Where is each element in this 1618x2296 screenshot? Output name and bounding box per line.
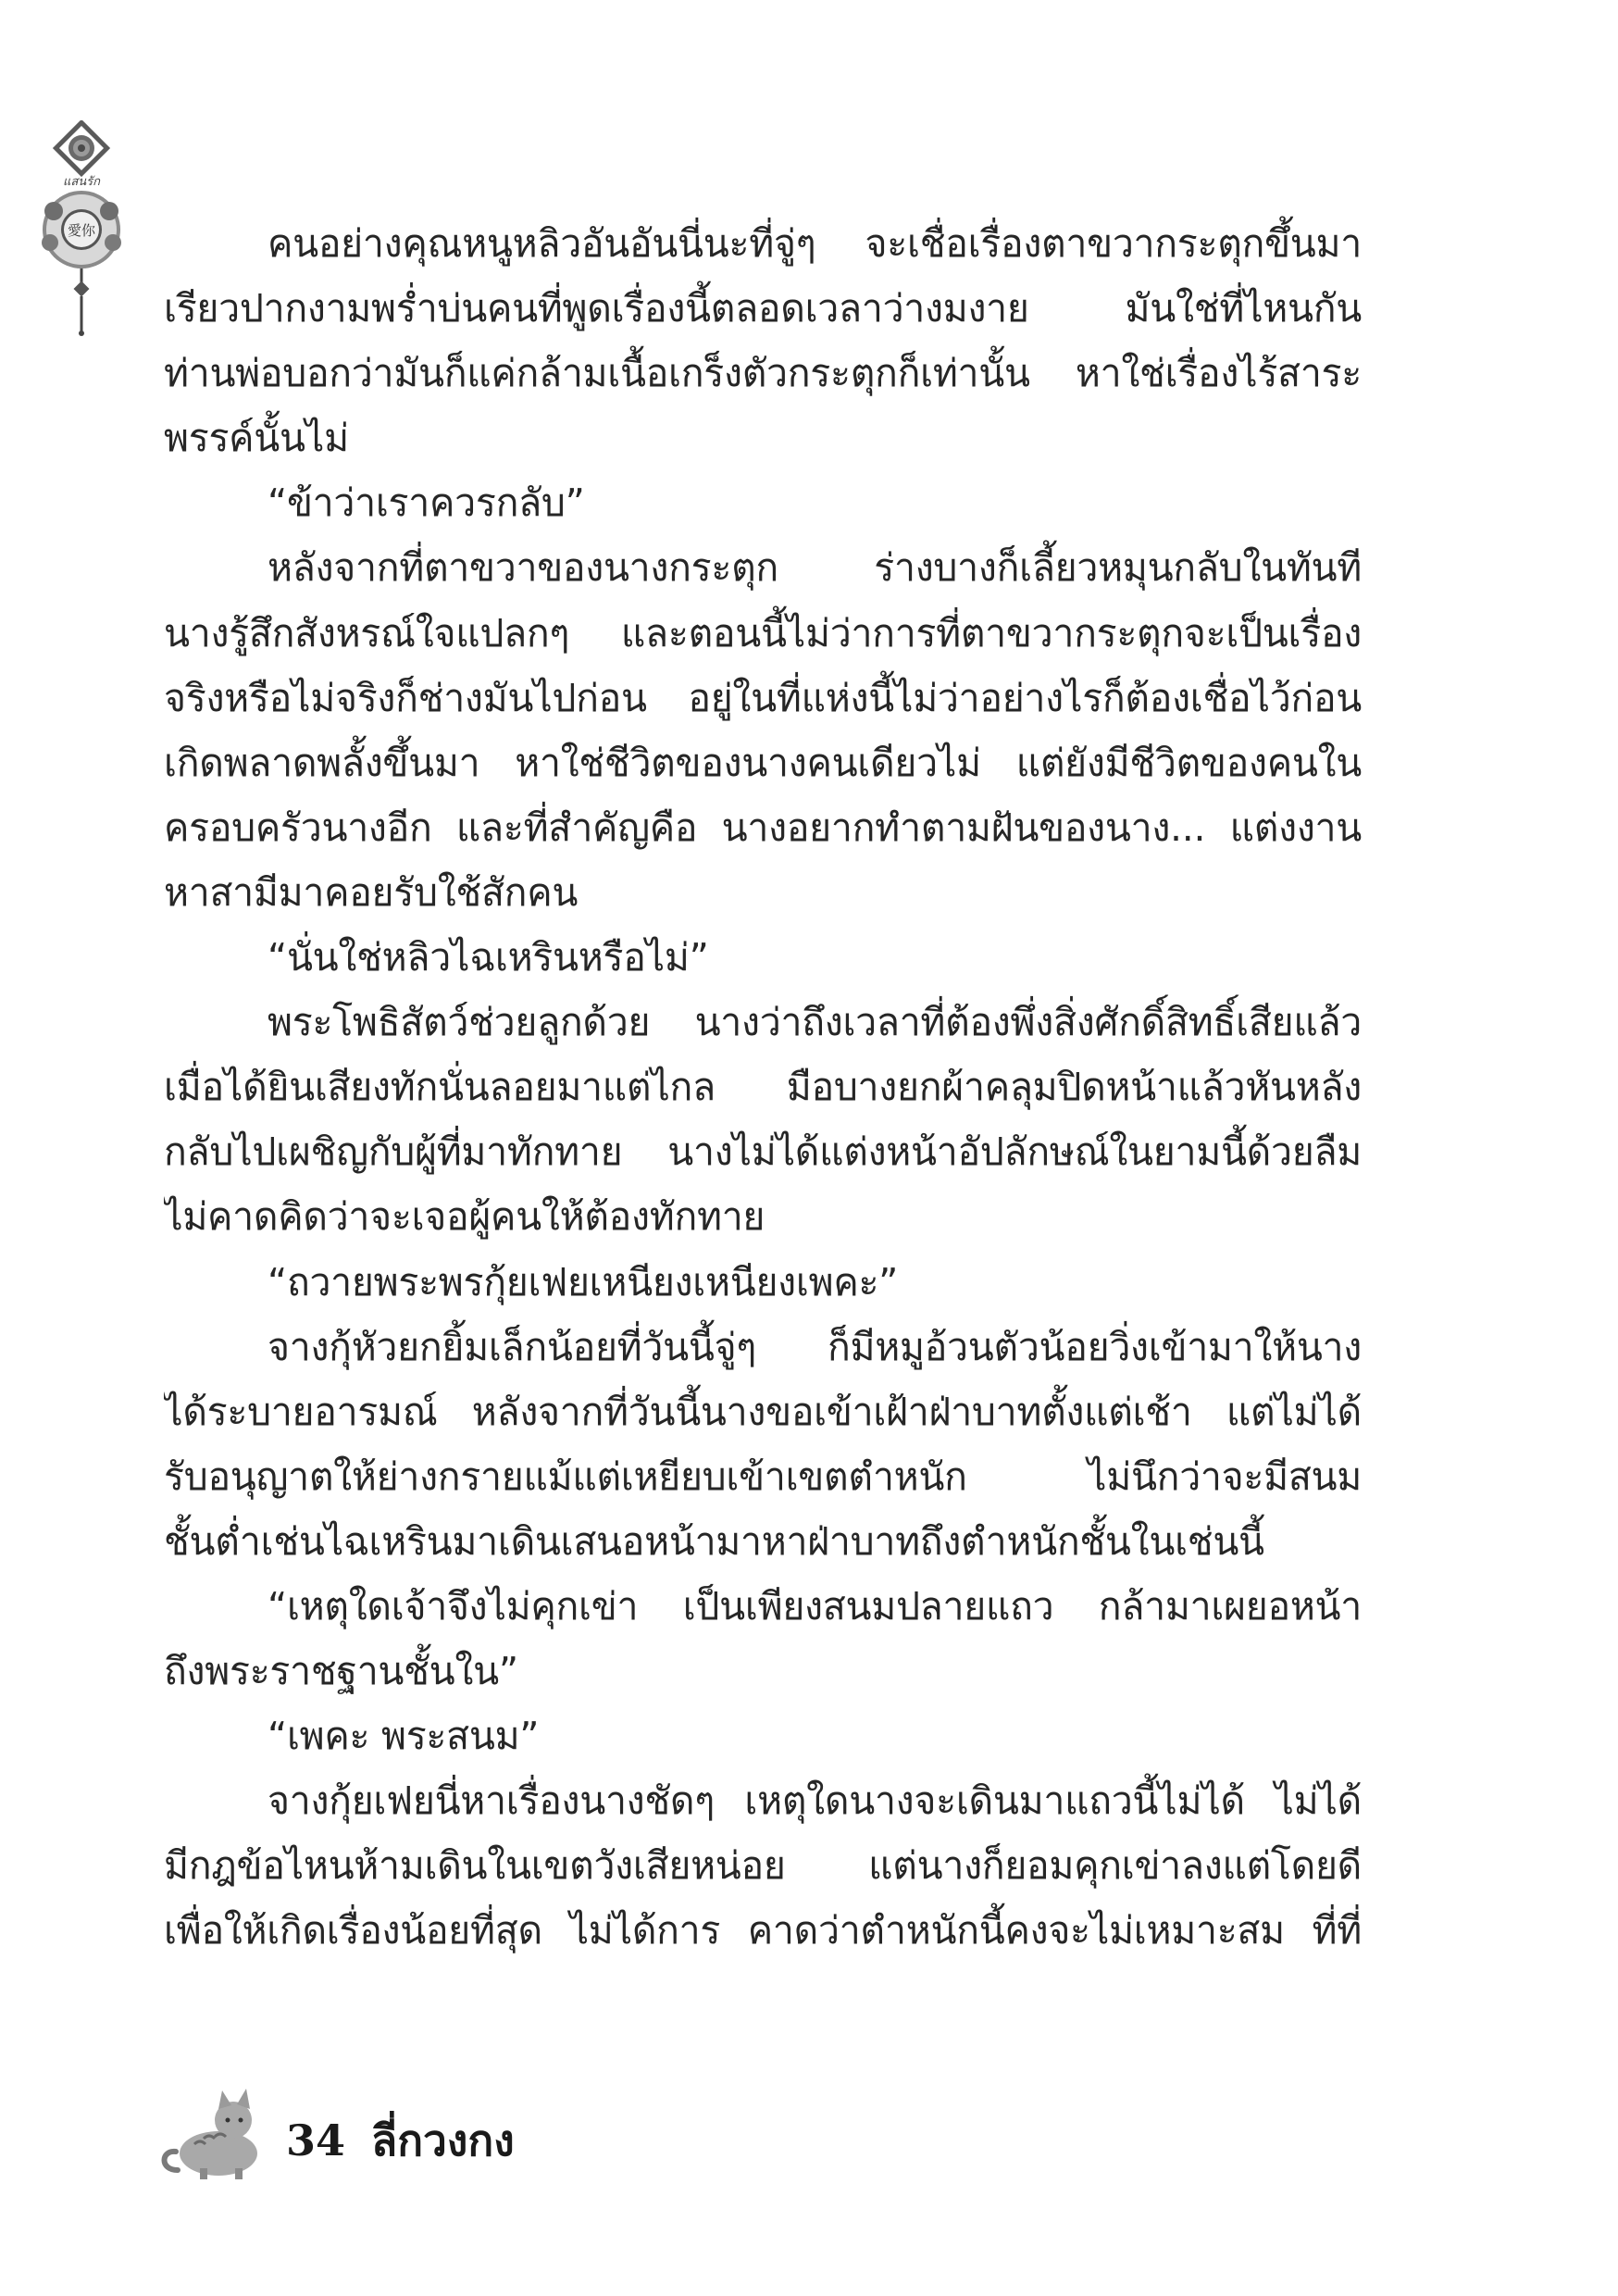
text-line: ไม่คาดคิดว่าจะเจอผู้คนให้ต้องทักทาย	[164, 1194, 765, 1240]
text-line: “ข้าว่าเราควรกลับ”	[268, 480, 585, 526]
text-line: ท่านพ่อบอกว่ามันก็แค่กล้ามเนื้อเกร็งตัวกระตุกก็เท่านั้น หาใช่เรื่องไร้สาระ	[164, 351, 1362, 396]
text-line: “ถวายพระพรกุ้ยเฟยเหนียงเหนียงเพคะ”	[268, 1259, 899, 1304]
text-line: เมื่อได้ยินเสียงทักนั่นลอยมาแต่ไกล มือบางยกผ้าคลุมปิดหน้าแล้วหันหลัง	[164, 1065, 1362, 1110]
emblem-label: แสนรัก	[62, 175, 101, 189]
text-line: พระโพธิสัตว์ช่วยลูกด้วย นางว่าถึงเวลาที่ต้องพึ่งสิ่งศักดิ์สิทธิ์เสียแล้ว	[268, 1000, 1362, 1045]
text-line: ครอบครัวนางอีก และที่สำคัญคือ นางอยากทำตามฝันของนาง... แต่งงาน	[164, 805, 1362, 850]
ornament-emblem	[26, 120, 137, 343]
text-line: จางกุ้หัวยกยิ้มเล็กน้อยที่วันนี้จู่ๆ ก็มีหมูอ้วนตัวน้อยวิ่งเข้ามาให้นาง	[268, 1324, 1362, 1369]
text-line: “เพคะ พระสนม”	[268, 1714, 540, 1759]
text-line: พรรค์นั้นไม่	[164, 416, 349, 461]
text-line: มีกฎข้อไหนห้ามเดินในเขตวังเสียหน่อย แต่นางก็ยอมคุกเข่าลงแต่โดยดี	[164, 1843, 1362, 1889]
text-line: “นั่นใช่หลิวไฉเหรินหรือไม่”	[268, 935, 709, 980]
text-line: นางรู้สึกสังหรณ์ใจแปลกๆ และตอนนี้ไม่ว่าการที่ตาขวากระตุกจะเป็นเรื่อง	[164, 610, 1362, 655]
tassel-icon	[74, 268, 90, 336]
text-line: จริงหรือไม่จริงก็ช่างมันไปก่อน อยู่ในที่แห่งนี้ไม่ว่าอย่างไรก็ต้องเชื่อไว้ก่อน	[164, 675, 1362, 720]
page-footer	[157, 2079, 515, 2181]
text-line: เกิดพลาดพลั้งขึ้นมา หาใช่ชีวิตของนางคนเดียวไม่ แต่ยังมีชีวิตของคนใน	[164, 740, 1362, 785]
page-number: 34	[286, 2115, 346, 2165]
text-line: กลับไปเผชิญกับผู้ที่มาทักทาย นางไม่ได้แต่งหน้าอัปลักษณ์ในยามนี้ด้วยลืม	[164, 1129, 1362, 1175]
author-name: ลี่กวงกง	[371, 2115, 515, 2165]
diamond-medallion-icon	[53, 120, 110, 177]
text-line: เรียวปากงามพร่ำบ่นคนที่พูดเรื่องนี้ตลอดเวลาว่างมงาย มันใช่ที่ไหนกัน	[164, 286, 1362, 331]
text-line: หาสามีมาคอยรับใช้สักคน	[164, 869, 579, 915]
text-line: ถึงพระราชฐานชั้นใน”	[164, 1649, 518, 1694]
text-line: “เหตุใดเจ้าจึงไม่คุกเข่า เป็นเพียงสนมปลายแถว กล้ามาเผยอหน้า	[268, 1583, 1362, 1628]
seal-glyph: 愛你	[67, 222, 96, 239]
text-line: ชั้นต่ำเช่นไฉเหรินมาเดินเสนอหน้ามาหาฝ่าบาทถึงตำหนักชั้นในเช่นนี้	[164, 1518, 1264, 1564]
text-line: เพื่อให้เกิดเรื่องน้อยที่สุด ไม่ได้การ คาดว่าตำหนักนี้คงจะไม่เหมาะสม ที่ที่	[164, 1908, 1362, 1953]
text-line: รับอนุญาตให้ย่างกรายแม้แต่เหยียบเข้าเขตตำหนัก ไม่นึกว่าจะมีสนม	[164, 1454, 1362, 1499]
text-line: หลังจากที่ตาขวาของนางกระตุก ร่างบางก็เลี้ยวหมุนกลับในทันที	[268, 545, 1362, 591]
text-line: คนอย่างคุณหนูหลิวอันอันนี่นะที่จู่ๆ จะเชื่อเรื่องตาขวากระตุกขึ้นมา	[268, 221, 1362, 266]
text-line: จางกุ้ยเฟยนี่หาเรื่องนางชัดๆ เหตุใดนางจะเดินมาแถวนี้ไม่ได้ ไม่ได้	[268, 1778, 1362, 1824]
text-line: ได้ระบายอารมณ์ หลังจากที่วันนี้นางขอเข้าเฝ้าฝ่าบาทตั้งแต่เช้า แต่ไม่ได้	[164, 1389, 1362, 1434]
cat-icon	[157, 2079, 273, 2181]
body-text	[164, 211, 1362, 1964]
